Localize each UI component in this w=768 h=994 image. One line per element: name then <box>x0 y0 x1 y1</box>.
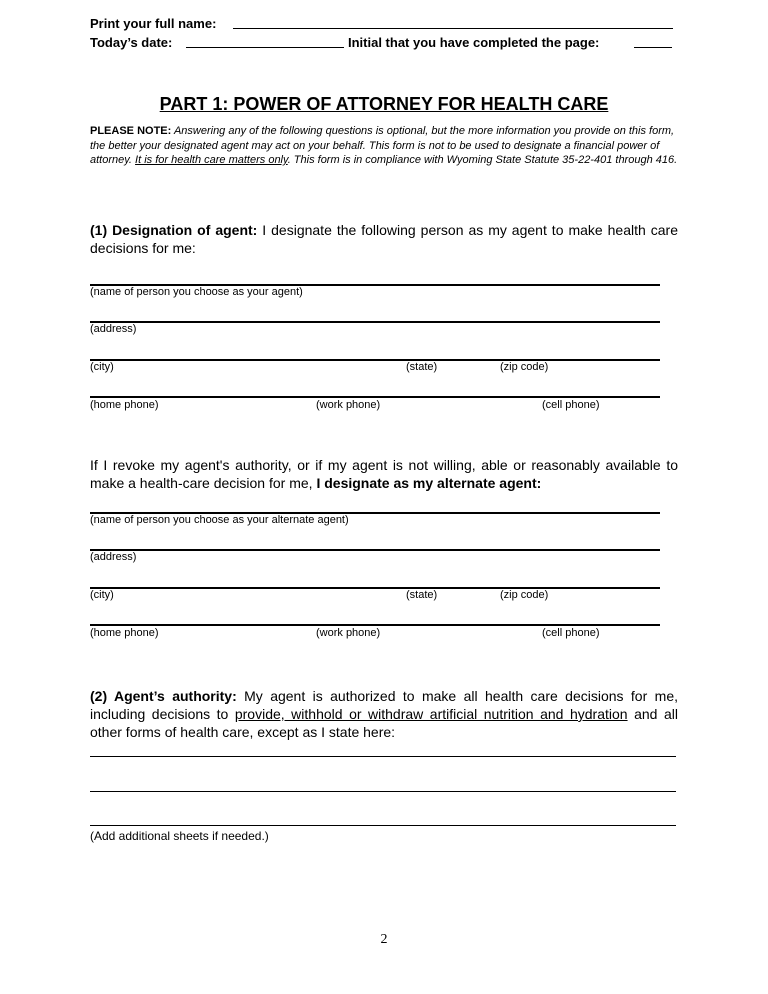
section-2-heading: (2) Agent’s authority: <box>90 688 237 704</box>
agent-city-label: (city) <box>90 361 114 373</box>
initial-label: Initial that you have completed the page: <box>348 35 600 50</box>
alternate-text: If I revoke my agent's authority, or if my agent is not willing, able or reasonably available to make a health-care decision for me, <box>90 457 678 491</box>
agent-zip-label: (zip code) <box>500 361 549 373</box>
alt-agent-state-label: (state) <box>406 589 438 601</box>
alternate-bold: I designate as my alternate agent: <box>316 475 542 491</box>
date-field[interactable] <box>186 47 344 48</box>
agent-address-line[interactable] <box>90 321 660 323</box>
note-text-2: . This form is in compliance with Wyoming State Statute 35-22-401 through 416. <box>287 154 678 166</box>
note-underlined: It is for health care matters only <box>135 154 288 166</box>
initial-field[interactable] <box>634 47 672 48</box>
agent-home-phone-label: (home phone) <box>90 399 159 411</box>
section-2-text-2: and all other forms of health care, except as I state here: <box>90 706 678 740</box>
agent-cell-phone-label: (cell phone) <box>542 399 600 411</box>
section-1-text: I designate the following person as my agent to make health care decisions for me: <box>90 222 678 256</box>
alt-agent-home-phone-label: (home phone) <box>90 627 159 639</box>
name-label: Print your full name: <box>90 16 217 31</box>
agent-city-line[interactable] <box>90 359 660 361</box>
agent-work-phone-label: (work phone) <box>316 399 381 411</box>
alt-agent-city-label: (city) <box>90 589 114 601</box>
please-note <box>90 124 680 168</box>
alt-agent-work-phone-label: (work phone) <box>316 627 381 639</box>
section-2-underlined: provide, withhold or withdraw artificial nutrition and hydration <box>234 706 628 722</box>
alt-agent-address-line[interactable] <box>90 549 660 551</box>
alternate-agent-paragraph <box>90 456 678 492</box>
agent-phone-line[interactable] <box>90 396 660 398</box>
section-1-designation <box>90 221 678 257</box>
agent-state-label: (state) <box>406 361 438 373</box>
section-2-text-1: My agent is authorized to make all health care decisions for me, including decisions to <box>90 688 678 722</box>
section-1-heading: (1) Designation of agent: <box>90 222 258 238</box>
additional-sheets-note: (Add additional sheets if needed.) <box>90 829 269 843</box>
exceptions-line-3[interactable] <box>90 825 676 826</box>
date-label: Today’s date: <box>90 35 173 50</box>
alt-agent-zip-label: (zip code) <box>500 589 549 601</box>
page-title: PART 1: POWER OF ATTORNEY FOR HEALTH CARE <box>159 94 609 114</box>
exceptions-line-2[interactable] <box>90 791 676 792</box>
page-number: 2 <box>380 932 388 947</box>
agent-address-label: (address) <box>90 323 137 335</box>
alt-agent-address-label: (address) <box>90 551 137 563</box>
agent-name-label: (name of person you choose as your agent) <box>90 286 303 298</box>
exceptions-line-1[interactable] <box>90 756 676 757</box>
note-lead: PLEASE NOTE: <box>90 125 172 137</box>
alt-agent-cell-phone-label: (cell phone) <box>542 627 600 639</box>
alt-agent-name-label: (name of person you choose as your alternate agent) <box>90 514 349 526</box>
full-name-field[interactable] <box>233 28 673 29</box>
alt-agent-city-line[interactable] <box>90 587 660 589</box>
section-2-authority <box>90 687 678 741</box>
note-text-1: Answering any of the following questions is optional, but the more information you provide on this form, the better your designated agent may act on your behalf. This form is not to be used to designate a financial power of attorney. <box>90 125 675 166</box>
alt-agent-phone-line[interactable] <box>90 624 660 626</box>
